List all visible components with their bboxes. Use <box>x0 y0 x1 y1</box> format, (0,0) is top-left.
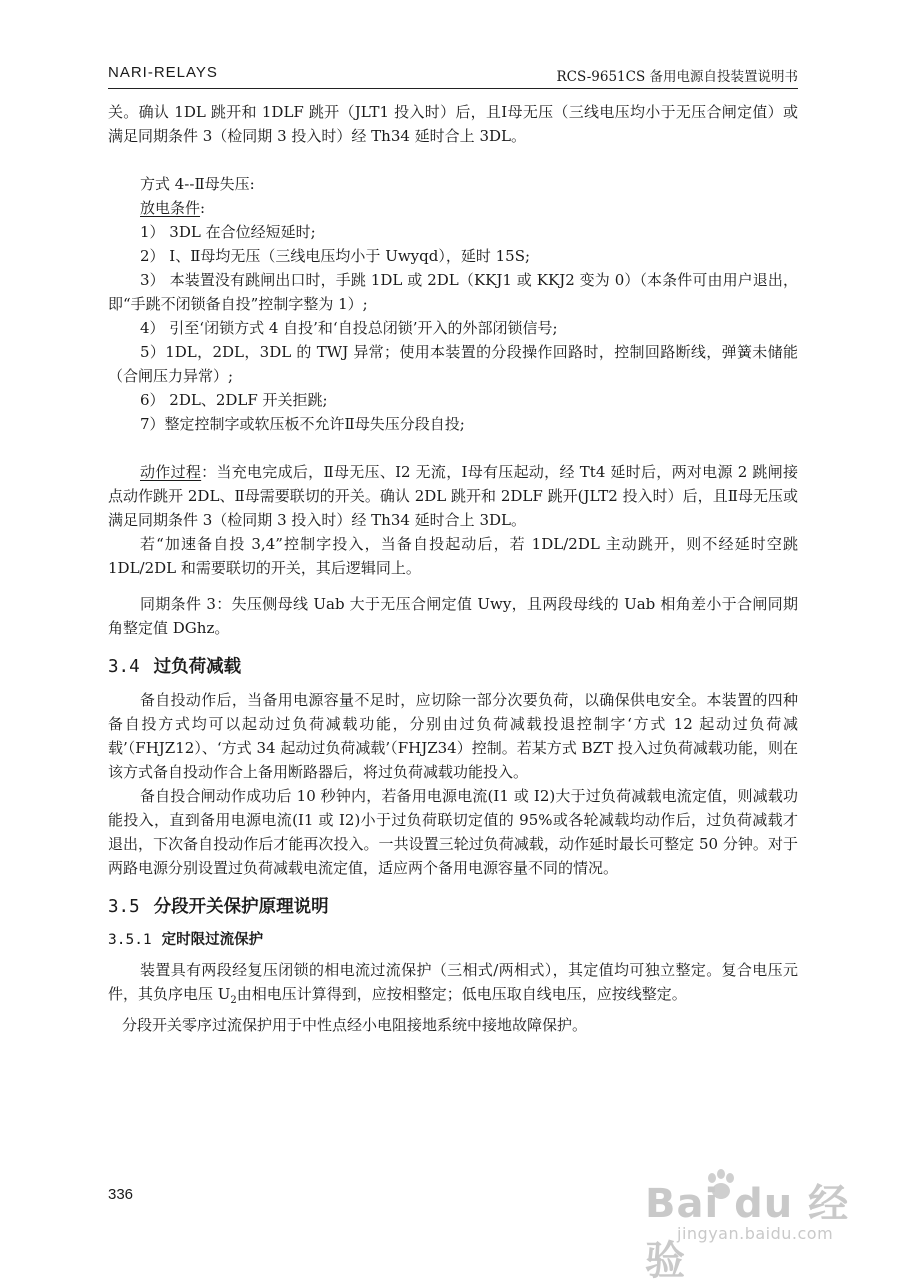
watermark <box>645 1162 860 1284</box>
sync-paragraph: 同期条件 3：失压侧母线 Uab 大于无压合闸定值 Uwy，且两段母线的 Uab 相角差小于合闸同期角整定值 DGhz。 <box>108 595 798 637</box>
watermark-logo: Bai du 经验 <box>645 1181 850 1284</box>
condition-7: 7）整定控制字或软压板不允许Ⅱ母失压分段自投; <box>140 415 465 433</box>
intro-paragraph: 关。确认 1DL 跳开和 1DLF 跳开（JLT1 投入时）后，且Ⅰ母无压（三线电压均小于无压合闸定值）或满足同期条件 3（检同期 3 投入时）经 Th34 延时合上 3DL。 <box>108 103 798 145</box>
action-paragraph <box>108 460 798 532</box>
section-3-5-1-paragraph-2: 分段开关零序过流保护用于中性点经小电阻接地系统中接地故障保护。 <box>122 1016 588 1034</box>
section-title: 过负荷减载 <box>153 657 242 677</box>
condition-5: 5）1DL，2DL，3DL 的 TWJ 异常；使用本装置的分段操作回路时，控制回路断线，弹簧未储能（合闸压力异常）; <box>108 343 798 385</box>
section-number: 3.5 <box>108 897 140 917</box>
discharge-heading: 放电条件: <box>140 199 206 217</box>
mode-title: 方式 4--Ⅱ母失压: <box>140 175 255 193</box>
section-3-5-1-heading <box>108 928 798 952</box>
accel-paragraph: 若“加速备自投 3,4”控制字投入，当备自投起动后，若 1DL/2DL 主动跳开，则不经延时空跳 1DL/2DL 和需要联切的开关，其后逻辑同上。 <box>108 535 798 577</box>
subscript-2: 2 <box>230 995 237 1006</box>
section-3-5-heading <box>108 894 798 920</box>
section-title: 分段开关保护原理说明 <box>153 897 329 917</box>
discharge-label: 放电条件 <box>140 199 201 217</box>
page-number: 336 <box>108 1186 134 1203</box>
condition-4: 4） 引至‘闭锁方式 4 自投’和‘自投总闭锁’开入的外部闭锁信号; <box>140 319 558 337</box>
condition-1: 1） 3DL 在合位经短延时; <box>140 223 316 241</box>
section-3-4-paragraph-1: 备自投动作后，当备用电源容量不足时，应切除一部分次要负荷，以确保供电安全。本装置的四种备自投方式均可以起动过负荷减载功能，分别由过负荷减载投退控制字‘方式 12 起动过负荷减载’（FHJZ12）、‘方式 34 起动过负荷减载’（FHJZ34）控制。若某方式 BZT 投入过负荷减载功能，则在该方式备自投动作合上备用断路器后，将过负荷减载功能投入。 <box>108 691 798 781</box>
page-content <box>108 100 798 1037</box>
condition-6: 6） 2DL、2DLF 开关拒跳; <box>140 391 328 409</box>
section-number: 3.4 <box>108 657 140 677</box>
action-label: 动作过程 <box>140 463 202 481</box>
condition-3: 3） 本装置没有跳闸出口时，手跳 1DL 或 2DL（KKJ1 或 KKJ2 变为 0）（本条件可由用户退出，即“手跳不闭锁备自投”控制字整为 1）; <box>108 271 798 313</box>
watermark-url: jingyan.baidu.com <box>677 1224 834 1243</box>
page-header <box>108 64 798 84</box>
header-doc-title: RCS-9651CS 备用电源自投装置说明书 <box>556 69 798 85</box>
section-3-4-heading <box>108 654 798 680</box>
section-3-5-1-paragraph-1: 装置具有两段经复压闭锁的相电流过流保护（三相式/两相式），其定值均可独立整定。复合电压元件，其负序电压 $U_2$由相电压计算得到，应按相整定；低电压取自线电压，应按线整定。 <box>108 961 798 1006</box>
header-rule <box>108 88 798 89</box>
subsection-number: 3.5.1 <box>108 932 152 948</box>
subsection-title: 定时限过流保护 <box>161 932 264 948</box>
action-text: ：当充电完成后，Ⅱ母无压、I2 无流，Ⅰ母有压起动，经 Tt4 延时后，两对电源 2 跳闸接点动作跳开 2DL、Ⅱ母需要联切的开关。确认 2DL 跳开和 2DLF 跳开(JLT2 投入时）后，且Ⅱ母无压或满足同期条件 3（检同期 3 投入时）经 Th34 延时合上 3DL。 <box>108 463 798 529</box>
condition-2: 2） Ⅰ、Ⅱ母均无压（三线电压均小于 Uwyqd），延时 15S; <box>140 247 531 265</box>
section-3-4-paragraph-2: 备自投合闸动作成功后 10 秒钟内，若备用电源电流(I1 或 I2)大于过负荷减载电流定值，则减载功能投入，直到备用电源电流(I1 或 I2)小于过负荷联切定值的 95%或各轮减载均动作后，过负荷减载才退出，下次备自投动作后才能再次投入。一共设置三轮过负荷减载，动作延时最长可整定 50 分钟。对于两路电源分别设置过负荷减载电流定值，适应两个备用电源容量不同的情况。 <box>108 787 798 877</box>
header-brand: NARI-RELAYS <box>108 64 218 81</box>
